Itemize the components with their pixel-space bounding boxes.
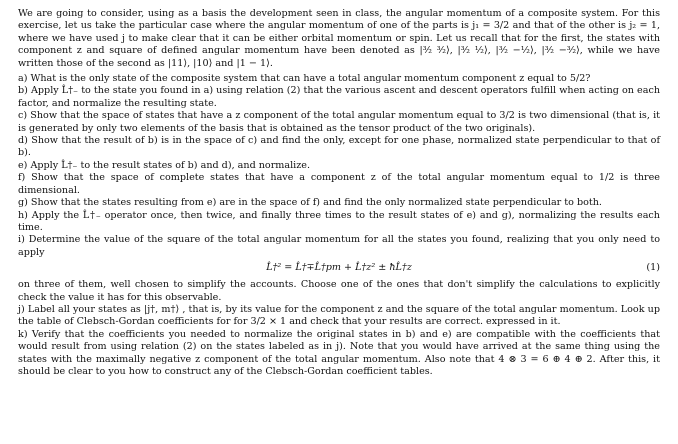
item-c: c) Show that the space of states that have a z component of the total angular momentum equal to 3/2 is two dimensional (that is, it is generated by only two elements of the basis that is obtained as the tensor product of the two originals). — [18, 110, 660, 134]
equation-row — [18, 259, 660, 277]
equation: L̂†² = L̂†∓L̂†pm + L̂†z² ± ħL̂†z — [266, 262, 412, 274]
equation-number: (1) — [646, 262, 660, 274]
item-d: d) Show that the result of b) is in the space of c) and find the only, except for one phase, normalized state perpendicular to that of b). — [18, 135, 660, 159]
item-f: f) Show that the space of complete states that have a component z of the total angular momentum equal to 1/2 is three dimensional. — [18, 172, 660, 196]
intro-paragraph: We are going to consider, using as a basis the development seen in class, the angular momentum of a composite system. For this exercise, let us take the particular case where the angular momentum of one of the parts is j₁ = 3/2 and that of the other is j₂ = 1, where we have used j to make clear that it can be either orbital momentum or spin. Let us recall that for the first, the states with component z and square of defined angular momentum have been denoted as |³⁄₂ ³⁄₂⟩, |³⁄₂ ¹⁄₂⟩, |³⁄₂ −¹⁄₂⟩, |³⁄₂ −³⁄₂⟩, while we have written those of the second as |11⟩, |10⟩ and |1 − 1⟩. — [18, 8, 660, 69]
item-b: b) Apply L̂†₋ to the state you found in a) using relation (2) that the various ascent and descent operators fulfill when acting on each factor, and normalize the resulting state. — [18, 85, 660, 109]
item-g: g) Show that the states resulting from e) are in the space of f) and find the only normalized state perpendicular to both. — [18, 197, 602, 209]
item-j: j) Label all your states as |j†, m†⟩ , that is, by its value for the component z and the square of the total angular momentum. Look up the table of Clebsch-Gordan coefficients for for 3/2 × 1 and check that your results are correct. expressed in it. — [18, 303, 660, 328]
item-i-continuation: on three of them, well chosen to simplify the accounts. Choose one of the ones that don't simplify the calculations to explicitly check the value it has for this observable. — [18, 279, 660, 303]
item-i: i) Determine the value of the square of the total angular momentum for all the states you found, realizing that you only need to apply — [18, 234, 660, 258]
item-a: a) What is the only state of the composite system that can have a total angular momentum component z equal to 5/2? — [18, 73, 591, 85]
item-k: k) Verify that the coefficients you needed to normalize the original states in b) and e) are compatible with the coefficients that would result from using relation (2) on the states labeled as in j). Note that you would have arrived at the same thing using the states with the maximally negative z component of the total angular momentum. Also note that 4 ⊗ 3 = 6 ⊕ 4 ⊕ 2. After this, it should be clear to you how to construct any of the Clebsch-Gordan coefficient tables. — [18, 328, 660, 377]
item-e: e) Apply L̂†₋ to the result states of b) and d), and normalize. — [18, 159, 311, 171]
item-h: h) Apply the L̂†₋ operator once, then twice, and finally three times to the result states of e) and g), normalizing the results each time. — [18, 209, 660, 233]
